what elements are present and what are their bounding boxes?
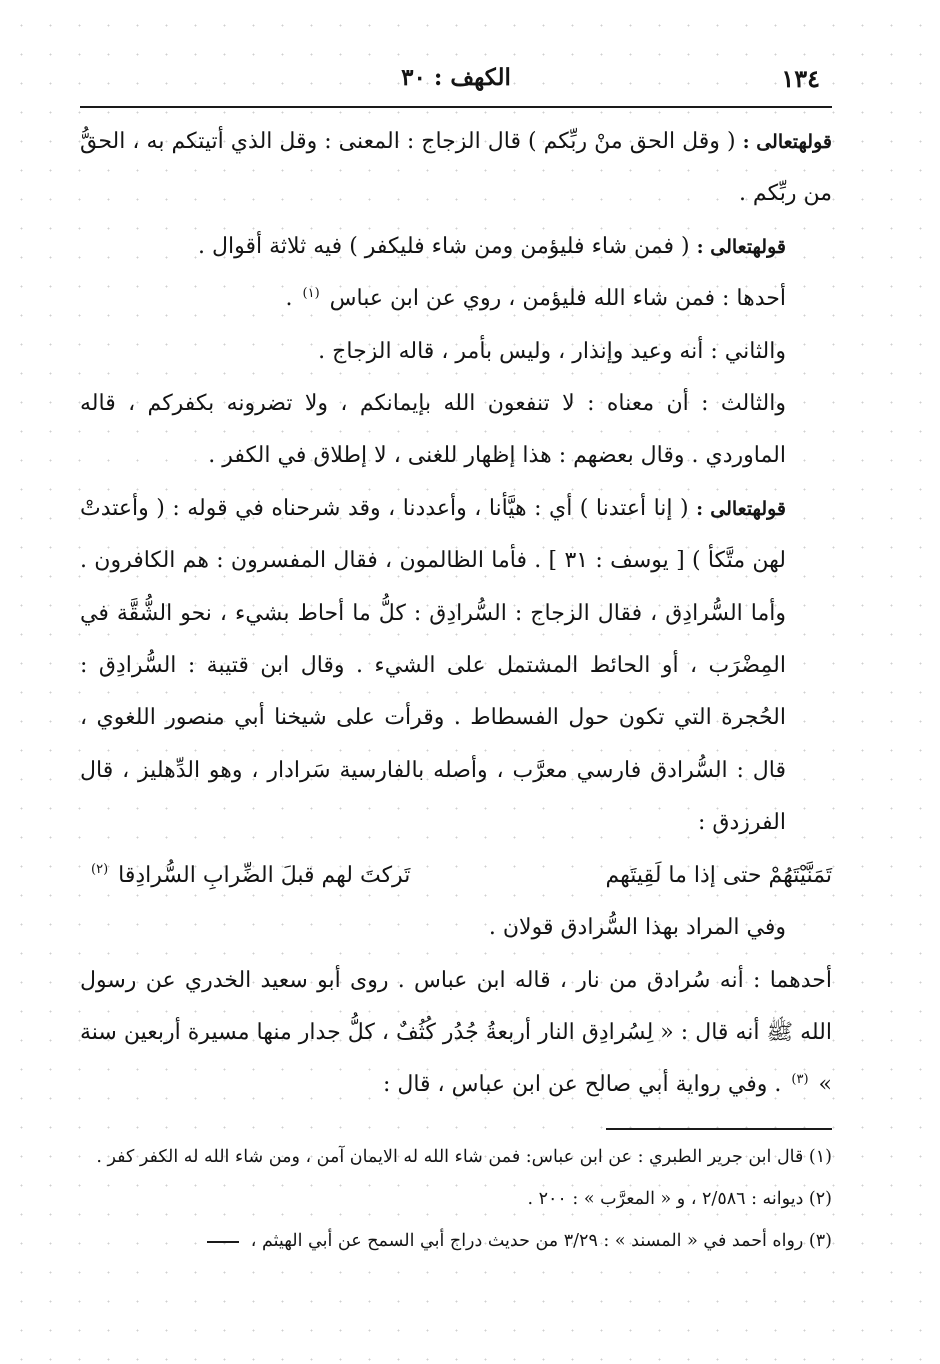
paragraph-text: ( وقل الحق منْ ربِّكم ) قال الزجاج : المعنى : وقل الذي أتيتكم به ، الحقُّ من ربِّكم . <box>80 129 832 207</box>
paragraph <box>80 116 832 221</box>
paragraph <box>80 273 832 325</box>
page-number: ١٣٤ <box>781 64 820 93</box>
paragraph-text: أحدها : فمن شاء الله فليؤمن ، روي عن ابن عباس <box>329 286 786 312</box>
continuation-dash <box>207 1241 239 1243</box>
header-rule <box>80 106 832 108</box>
footnote-marker: (١) <box>302 285 320 301</box>
paragraph-keyword: قولهتعالى : <box>696 497 787 520</box>
footnote-marker: (٣) <box>791 1071 809 1087</box>
page-header <box>80 58 832 102</box>
paragraph-text: ( إنا أعتدنا ) أي : هيَّأنا ، وأعددنا ، وقد شرحناه في قوله : ( وأعتدتْ لهن متَّكأ ) [ يوسف : ٣١ ] . فأما الظالمون ، فقال المفسرون : هم الكافرون . وأما السُّرادِق ، فقال الزجاج : السُّرادِق : كلُّ ما أحاط بشيء ، نحو الشُّقَّة في المِضْرَب ، أو الحائط المشتمل على الشيء . وقال ابن قتيبة : السُّرادِق : الحُجرة التي تكون حول الفسطاط . وقرأت على شيخنا أبي منصور اللغوي ، قال : السُّرادق فارسي معرَّب ، وأصله بالفارسية سَرادار ، وهو الدِّهليز ، قال الفرزدق : <box>80 495 786 836</box>
running-title: الكهف : ٣٠ <box>401 64 511 91</box>
paragraph-text: والثالث : أن معناه : لا تنفعون الله بإيمانكم ، ولا تضرونه بكفركم ، قاله الماوردي . وقال بعضهم : هذا إظهار للغنى ، لا إطلاق في الكفر . <box>80 391 786 469</box>
main-text <box>80 116 832 1112</box>
footnotes <box>80 1136 832 1262</box>
paragraph-text: وفي المراد بهذا السُّرادق قولان . <box>488 915 786 941</box>
footnote-marker: (٢) <box>91 862 109 878</box>
paragraph-text: والثاني : أنه وعيد وإنذار ، وليس بأمر ، قاله الزجاج . <box>318 338 786 364</box>
paragraph <box>80 221 832 273</box>
paragraph <box>80 955 832 1112</box>
paragraph-text: أحدهما : أنه سُرادق من نار ، قاله ابن عباس . روى أبو سعيد الخدري عن رسول الله ﷺ أنه قال : « لِسُرادِق النار أربعةُ جُدُر كُثُفٌ ، كلُّ جدار منها مسيرة أربعين سنة » <box>80 967 832 1098</box>
footnote: (١) قال ابن جرير الطبري : عن ابن عباس: فمن شاء الله له الايمان آمن ، ومن شاء الله له الكفر كفر . <box>96 1147 832 1167</box>
footnote: (٢) ديوانه : ٢/٥٨٦ ، و « المعرَّب » : ٢٠٠ . <box>527 1189 832 1209</box>
paragraph-keyword: قولهتعالى : <box>742 131 832 153</box>
paragraph-text: ( فمن شاء فليؤمن ومن شاء فليكفر ) فيه ثلاثة أقوال . <box>198 233 690 259</box>
footnote-text: (٣) رواه أحمد في « المسند » : ٣/٢٩ من حديث دراج أبي السمح عن أبي الهيثم ، <box>250 1231 832 1251</box>
poetry-verse <box>80 850 832 902</box>
paragraph <box>80 483 832 850</box>
paragraph <box>80 902 832 954</box>
paragraph <box>80 326 832 378</box>
paragraph-text-end: . <box>285 286 293 312</box>
paragraph <box>80 378 832 483</box>
footnote-rule <box>606 1128 832 1130</box>
verse-second-hemistich-text: تَركتَ لهم قبلَ الضِّرابِ السُّرادِقا <box>118 862 411 888</box>
verse-second-hemistich <box>88 850 410 902</box>
paragraph-keyword: قولهتعالى : <box>696 235 786 258</box>
paragraph-text-end: . وفي رواية أبي صالح عن ابن عباس ، قال : <box>382 1072 782 1098</box>
footnote <box>80 1220 832 1262</box>
verse-first-hemistich: تَمَنَّيْتَهُمْ حتى إذا ما لَقِيتَهم <box>605 862 832 888</box>
